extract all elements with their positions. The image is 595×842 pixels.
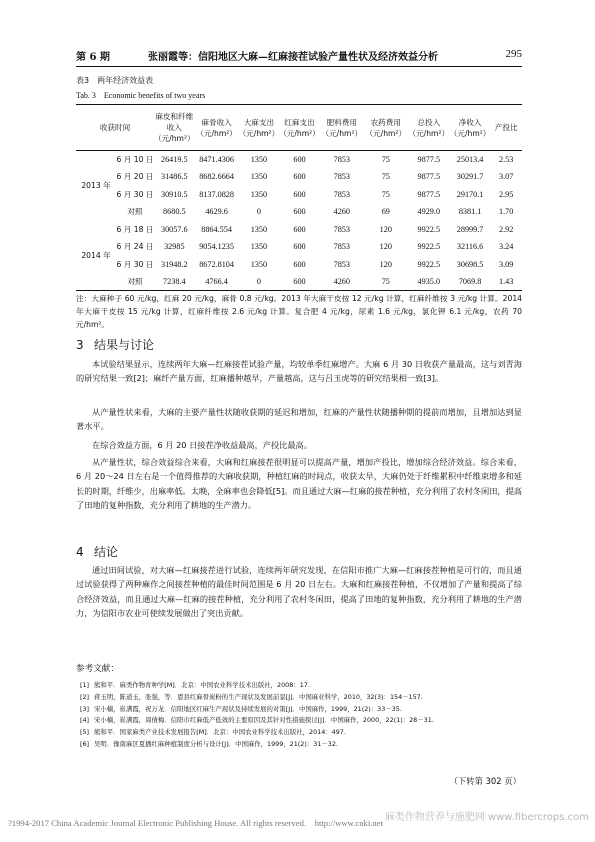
table-cell: 120	[379, 224, 392, 234]
issue-number: 第 6 期	[76, 52, 110, 63]
header-rule	[76, 66, 522, 67]
table-cell: 7853	[333, 172, 350, 182]
table-row	[76, 221, 522, 239]
reference-item	[80, 727, 520, 739]
table-cell: 30910.5	[160, 189, 188, 199]
table-cell: 8680.5	[163, 207, 186, 217]
reference-text: 蒋玉明，陈道玉，张强，等．恩县红麻骨炭粉的生产现状及发展前景[J]．中国麻业科学，2010，32(3)：154－157.	[94, 692, 423, 701]
paragraph: 通过田间试验，对大麻—红麻接茬进行试验，连续两年研究发现，在信阳市推广大麻—红麻接茬种植是可行的，而且通过试验获得了两种麻作之间接茬种植的最佳时间范围是 6 月 20 日左右。大麻和红麻接茬种植，不仅增加了产量和提高了综合经济效益，而且通过大麻—红麻的接茬种植，充分利用了农村冬闲田，提高了田地的复种指数，充分利用了耕地的生产潜力，为信阳市农业可使续发展做出了突出贡献。	[76, 565, 522, 619]
reference-tag: [2]	[80, 692, 90, 701]
table-cell: 26419.5	[160, 155, 188, 164]
table-header: 农药费用（元/hm²）	[365, 117, 407, 138]
table-header: 收获时间	[99, 123, 131, 132]
table-cell: 600	[293, 277, 306, 286]
table-cell: 28999.7	[456, 224, 484, 234]
table-cell: 9877.5	[417, 189, 441, 199]
table-cell: 32985	[164, 242, 185, 252]
table-cell: 4929.0	[417, 207, 441, 217]
table-row	[76, 168, 522, 186]
table-cell: 75	[381, 172, 390, 182]
reference-tag: [1]	[80, 681, 90, 689]
table-cell: 3.09	[499, 259, 514, 269]
table-cell: 600	[293, 189, 306, 199]
page-number: 295	[505, 48, 522, 60]
table-cell: 75	[381, 277, 390, 286]
running-title: 张丽霞等：信阳地区大麻—红麻接茬试验产量性状及经济效益分析	[148, 52, 438, 63]
table-cell: 29170.1	[456, 189, 484, 199]
table-cell: 30057.6	[160, 224, 188, 234]
table-cell: 9922.5	[417, 242, 441, 252]
table-cell: 2.53	[499, 155, 514, 164]
table-header: 麻皮和纤维收入（元/hm²）	[154, 112, 195, 143]
table-cell: 2.95	[499, 189, 514, 199]
table-caption-cn: 表3 两年经济效益表	[76, 76, 154, 85]
paragraph: 从产量性状来看，大麻的主要产量性状随收获期的延迟和增加，红麻的产量性状随播种期的提前而增加，且增加达到显著水平。	[76, 407, 522, 432]
table-cell: 69	[381, 207, 390, 217]
table-cell: 9877.5	[417, 172, 441, 182]
reference-tag: [5]	[80, 728, 90, 737]
table-cell: 0	[256, 207, 261, 217]
reference-text: 宋小楠，崔满霞，祝万龙．信阳地区红麻生产现状及持续发展的对策[J]．中国麻作，1999，21(2)：33－35.	[94, 704, 402, 713]
table-cell: 9922.5	[417, 259, 441, 269]
table-header: 大麻支出（元/hm²）	[238, 117, 280, 138]
table-cell: 7853	[333, 155, 350, 164]
harvest-date-cell: 6 月 18 日	[116, 224, 154, 234]
reference-tag: [6]	[80, 739, 90, 748]
table-cell: 8864.554	[201, 224, 232, 234]
harvest-date-cell: 6 月 20 日	[116, 172, 154, 182]
table-header-row	[76, 105, 522, 151]
table-row	[76, 273, 522, 291]
table-cell: 1350	[250, 155, 268, 164]
harvest-date-cell: 6 月 30 日	[116, 189, 154, 199]
table-cell: 8682.6664	[199, 172, 234, 182]
table-row	[76, 256, 522, 274]
references-heading: 参考文献：	[76, 664, 119, 674]
table-cell: 31948.2	[160, 259, 188, 269]
table-cell: 8672.8104	[199, 259, 234, 269]
table-cell: 9877.5	[417, 155, 441, 164]
table-cell: 8471.4306	[199, 155, 234, 164]
table-cell: 0	[256, 277, 261, 286]
section-title: 结论	[94, 545, 119, 559]
paragraph: 从产量性状，综合效益综合来看，大麻和红麻接茬很明显可以提高产量，增加产投比，增加综合经济效益。综合来看，6 月 20～24 日左右是一个值得推荐的大麻收获期，种植红麻的时间点，收获太早，大麻仍处于纤维累积中纤维束增多和延长的时期，纤维少，出麻率低。太晚，全麻率也会降低[5]。而且通过大麻—红麻的接茬种植，充分利用了农村冬闲田，提高了田地的复种指数，充分利用了耕地的生产潜力。	[76, 457, 522, 511]
harvest-date-cell: 6 月 24 日	[116, 242, 154, 252]
table-note: 注：大麻种子 60 元/kg，红麻 20 元/kg，麻骨 0.8 元/kg。2013 年大麻干皮按 12 元/kg 计算，红麻纤维按 3 元/kg 计算。2014 年大麻干皮按 15 元/kg 计算，红麻纤维按 2.6 元/kg 计算。复合肥 4 元/kg，尿素 1.6 元/kg，氯化钾 6.1 元/kg，农药 70 元/hm²。	[76, 294, 522, 329]
table-cell: 2.92	[499, 224, 514, 234]
reference-item	[80, 739, 520, 751]
reference-text: 吴明．豫南麻区夏播红麻种植制度分析与设计[J]．中国麻作，1999，21(2)：31－32.	[94, 739, 338, 748]
table-cell: 1350	[250, 224, 268, 234]
harvest-date-cell: 6 月 30 日	[116, 259, 154, 269]
reference-text: 宋小楠，崔满霞，周倩梅．信阳市红麻低产低效的主要原因及其针对性措施探讨[J]．中国麻作，2000，22(1)：28－31.	[94, 716, 434, 725]
continued-note: （下转第 302 页）	[449, 776, 521, 786]
reference-tag: [3]	[80, 704, 90, 713]
reference-item	[80, 715, 520, 727]
table-cell: 4766.4	[205, 277, 228, 286]
table-cell: 3.24	[499, 242, 514, 252]
table-cell: 8381.1	[458, 207, 482, 217]
table-cell: 30698.5	[456, 259, 484, 269]
reference-item	[80, 692, 520, 704]
table-cell: 1350	[250, 259, 268, 269]
table-cell: 7238.4	[163, 277, 186, 286]
table-cell: 600	[293, 172, 306, 182]
copyright-footer: ?1994-2017 China Academic Journal Electronic Publishing House. All rights reserved. http://www.cnki.net	[8, 818, 383, 828]
table-cell: 31486.5	[160, 172, 188, 182]
table-cell: 7853	[333, 259, 350, 269]
table-cell: 120	[379, 242, 392, 252]
table-cell: 25013.4	[456, 155, 484, 164]
section-title: 结果与讨论	[94, 338, 155, 352]
table-cell: 1.43	[499, 277, 514, 286]
table-cell: 7853	[333, 242, 350, 252]
table-cell: 9922.5	[417, 224, 441, 234]
economic-benefits-table	[76, 104, 522, 291]
table-cell: 4260	[333, 207, 350, 217]
reference-tag: [4]	[80, 716, 90, 725]
table-cell: 120	[379, 259, 392, 269]
harvest-date-cell: 对照	[127, 207, 143, 217]
table-row	[76, 203, 522, 221]
table-cell: 1.70	[499, 207, 514, 217]
table-cell: 3.07	[499, 172, 514, 182]
table-cell: 600	[293, 155, 306, 164]
paragraph: 在综合效益方面，6 月 20 日接茬净收益最高，产投比最高。	[92, 440, 312, 450]
table-cell: 4935.0	[417, 277, 441, 286]
table-cell: 1350	[250, 242, 268, 252]
table-cell: 75	[381, 155, 390, 164]
table-header: 总投入（元/hm²）	[408, 117, 450, 138]
section-number: 4	[76, 545, 84, 559]
section-heading	[76, 543, 118, 560]
table-cell: 7069.8	[458, 277, 482, 286]
table-cell: 32116.6	[456, 242, 484, 252]
table-row	[76, 186, 522, 204]
table-cell: 600	[293, 242, 306, 252]
page-header	[76, 48, 522, 64]
table-cell: 75	[381, 189, 390, 199]
table-cell: 600	[293, 259, 306, 269]
table-header: 红麻支出（元/hm²）	[279, 117, 320, 138]
table-cell: 4629.6	[205, 207, 228, 217]
table-cell: 7853	[333, 224, 350, 234]
table-header: 产投比	[494, 123, 518, 132]
table-cell: 1350	[250, 172, 268, 182]
section-heading	[76, 336, 154, 353]
table-cell: 600	[293, 224, 306, 234]
reference-list	[80, 680, 520, 751]
reference-item	[80, 704, 520, 716]
table-cell: 30291.7	[456, 172, 484, 182]
year-cell: 2014 年	[81, 250, 111, 260]
table-cell: 8137.0828	[199, 189, 234, 199]
table-cell: 4260	[333, 277, 350, 286]
table-cell: 600	[293, 207, 306, 217]
paragraph: 本试验结果显示，连续两年大麻—红麻接茬试验产量，均较单季红麻增产。大麻 6 月 30 日收获产量最高，这与刘青海的研究结果一致[2]；麻纤产量方面，红麻播种越早，产量越高，这与吕玉虎等的研究结果相一致[3]。	[76, 359, 522, 384]
table-cell: 7853	[333, 189, 350, 199]
watermark: 麻类作物营养与施肥网 www.fibercrops.com	[384, 812, 589, 823]
table-cell: 1350	[250, 189, 268, 199]
reference-text: 熊和平．麻类作物育种学[M]．北京：中国农业科学技术出版社，2008：17.	[94, 681, 310, 689]
table-row	[76, 238, 522, 256]
table-header: 肥料费用（元/hm²）	[321, 117, 363, 138]
table-header: 麻骨收入（元/hm²）	[196, 117, 237, 138]
table-cell: 9054.1235	[199, 242, 234, 252]
table-caption-en: Tab. 3 Economic benefits of two years	[76, 91, 206, 100]
section-number: 3	[76, 338, 84, 352]
harvest-date-cell: 对照	[127, 277, 143, 286]
table-row	[76, 151, 522, 169]
harvest-date-cell: 6 月 10 日	[116, 155, 154, 164]
year-cell: 2013 年	[81, 181, 111, 191]
reference-text: 熊和平．国家麻类产业技术发展报告[M]．北京：中国农业科学技术出版社，2014：497.	[94, 728, 346, 737]
table-header: 净收入（元/hm²）	[449, 117, 491, 138]
reference-item	[80, 680, 520, 692]
